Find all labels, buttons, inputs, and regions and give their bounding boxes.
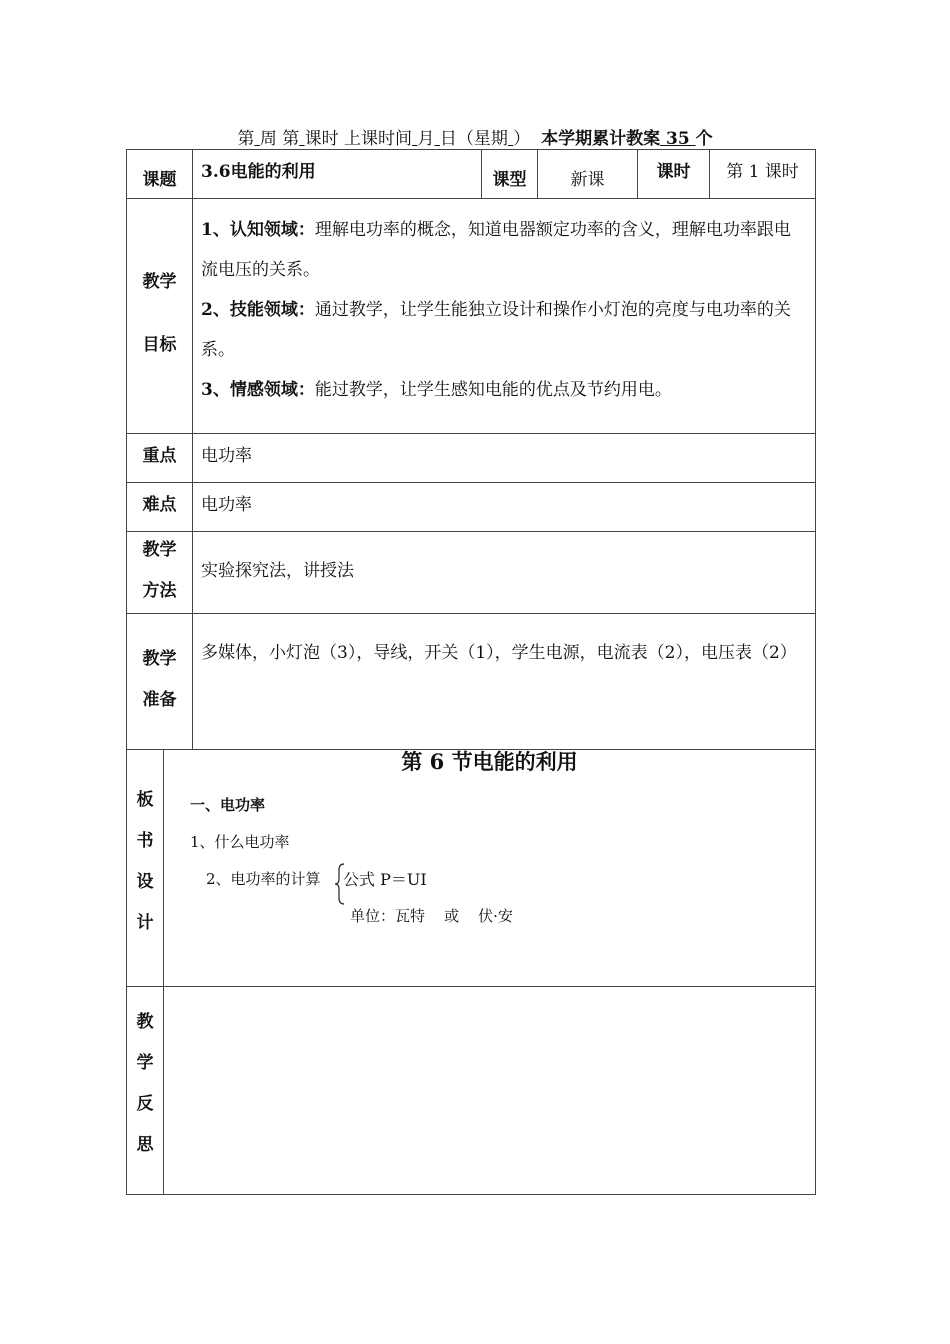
hours-value: 第 1 课时 — [726, 162, 799, 182]
cumulative-label: 本学期累计教案 — [541, 129, 661, 149]
key-point-label: 重点 — [142, 446, 177, 466]
header-period-prefix: 周 第 — [259, 129, 300, 149]
header-day-label: 日（星期 — [439, 129, 508, 149]
header-close-paren: ） — [513, 129, 531, 149]
board-label-char: 设 — [136, 872, 154, 892]
header-time-label: 课时 上课时间 — [304, 129, 413, 149]
prep-label-line1: 教学 — [142, 649, 177, 669]
row-divider — [126, 531, 816, 532]
goals-label-line2: 目标 — [142, 335, 177, 355]
type-label: 课型 — [492, 170, 527, 190]
label-column-divider — [192, 149, 193, 749]
method-label-line1: 教学 — [142, 540, 177, 560]
formula-line: 公式 P＝UI — [343, 870, 427, 889]
board-label-char: 板 — [136, 790, 154, 810]
table-border-bottom — [126, 1194, 816, 1195]
goal-item — [201, 210, 807, 290]
goal-item — [201, 370, 807, 410]
reflection-label — [130, 1002, 160, 1166]
board-title: 第 6 节电能的利用 — [401, 749, 578, 774]
cumulative-unit: 个 — [695, 129, 713, 149]
board-label — [130, 780, 160, 944]
table-border-top — [126, 149, 816, 150]
difficulty-value: 电功率 — [201, 495, 252, 515]
row-divider — [126, 433, 816, 434]
lesson-header — [0, 124, 950, 149]
reflection-label-char: 思 — [136, 1135, 154, 1155]
board-label-char: 计 — [136, 913, 154, 933]
table-border-left — [126, 149, 127, 1195]
key-point-value: 电功率 — [201, 446, 252, 466]
reflection-label-char: 教 — [136, 1012, 154, 1032]
goal-heading: 1、认知领域： — [201, 220, 315, 240]
prep-value: 多媒体，小灯泡（3），导线，开关（1），学生电源，电流表（2），电压表（2） — [201, 643, 797, 663]
row-divider — [126, 482, 816, 483]
board-label-char: 书 — [136, 831, 154, 851]
board-section-heading: 一、电功率 — [190, 796, 266, 814]
table-border-right — [815, 149, 816, 1195]
goal-text: 能过教学，让学生感知电能的优点及节约用电。 — [314, 380, 672, 400]
header-week-prefix: 第 — [237, 129, 255, 149]
board-item-1: 1、什么电功率 — [190, 833, 290, 851]
unit-line: 单位：瓦特 或 伏·安 — [350, 907, 513, 925]
goals-content — [201, 210, 807, 410]
goal-heading: 3、情感领域： — [201, 380, 315, 400]
header-month-label: 月 — [417, 129, 435, 149]
method-label-line2: 方法 — [142, 581, 177, 601]
row-divider — [126, 198, 816, 199]
method-value: 实验探究法，讲授法 — [201, 561, 354, 581]
difficulty-label: 难点 — [142, 495, 177, 515]
reflection-content-area[interactable] — [164, 987, 815, 1194]
goal-text: 理解电功率的概念，知道电器额定功率的含义，理解电功率跟电流电压的关系。 — [201, 220, 791, 280]
reflection-label-char: 反 — [136, 1094, 154, 1114]
type-value: 新课 — [570, 170, 605, 190]
goal-item — [201, 290, 807, 370]
hours-label: 课时 — [656, 162, 691, 182]
topic-value: 3.6电能的利用 — [201, 162, 316, 182]
row-divider — [126, 613, 816, 614]
topic-label: 课题 — [142, 170, 177, 190]
goal-text: 通过教学，让学生能独立设计和操作小灯泡的亮度与电功率的关系。 — [201, 300, 791, 360]
goals-label-line1: 教学 — [142, 272, 177, 292]
board-item-2: 2、电功率的计算 — [206, 870, 321, 888]
prep-label-line2: 准备 — [142, 690, 177, 710]
cumulative-count: 35 — [660, 129, 696, 149]
goal-heading: 2、技能领域： — [201, 300, 315, 320]
reflection-label-char: 学 — [136, 1053, 154, 1073]
